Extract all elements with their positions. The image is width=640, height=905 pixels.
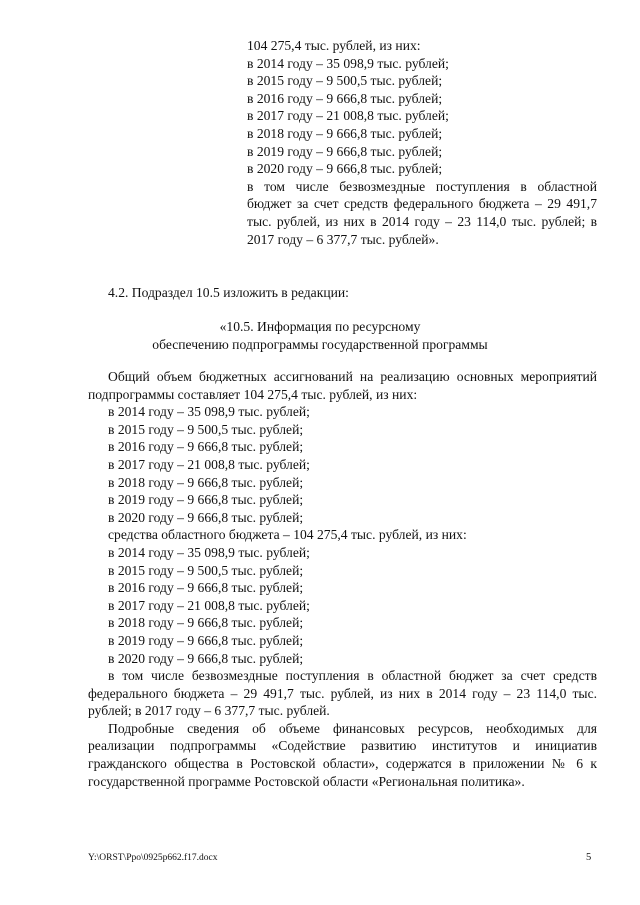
text-line: в 2020 году – 9 666,8 тыс. рублей; (247, 161, 443, 177)
year-line: в 2017 году – 21 008,8 тыс. рублей; (108, 456, 310, 472)
previous-section-continuation (247, 37, 597, 248)
text-line: в 2018 году – 9 666,8 тыс. рублей; (247, 125, 443, 141)
section-instruction: 4.2. Подраздел 10.5 изложить в редакции: (108, 285, 349, 300)
page-number: 5 (586, 852, 592, 863)
subsection-heading (100, 318, 540, 353)
year-line: в 2017 году – 21 008,8 тыс. рублей; (108, 597, 310, 613)
year-line: в 2016 году – 9 666,8 тыс. рублей; (108, 439, 304, 455)
details-paragraph: Подробные сведения об объеме финансовых ресурсов, необходимых для реализации подпрограммы «Содействие развитию институтов и инициатив гражданского общества в Ростовской области», содержатся в приложении № 6 к государственной программе Ростовской области «Региональная политика». (88, 720, 597, 789)
text-line: в 2016 году – 9 666,8 тыс. рублей; (247, 90, 443, 106)
text-line: в 2019 году – 9 666,8 тыс. рублей; (247, 143, 443, 159)
file-path-footer: Y:\ORST\Ppo\0925p662.f17.docx (88, 853, 218, 863)
intro-paragraph: Общий объем бюджетных ассигнований на реализацию основных мероприятий подпрограммы составляет 104 275,4 тыс. рублей, из них: (88, 369, 597, 402)
text-line: в 2014 году – 35 098,9 тыс. рублей; (247, 55, 449, 71)
federal-funding-paragraph: в том числе безвозмездные поступления в областной бюджет за счет средств федерального бюджета – 29 491,7 тыс. рублей, из них в 2014 году – 23 114,0 тыс. рублей; в 2017 году – 6 377,7 тыс. рублей. (88, 668, 597, 719)
federal-funding-paragraph: в том числе безвозмездные поступления в областной бюджет за счет средств федерального бюджета – 29 491,7 тыс. рублей, из них в 2014 году – 23 114,0 тыс. рублей; в 2017 году – 6 377,7 тыс. рублей». (247, 178, 597, 247)
year-line: в 2018 году – 9 666,8 тыс. рублей; (108, 474, 304, 490)
year-line: в 2020 году – 9 666,8 тыс. рублей; (108, 509, 304, 525)
year-line: в 2015 году – 9 500,5 тыс. рублей; (108, 421, 304, 437)
year-line: в 2014 году – 35 098,9 тыс. рублей; (108, 404, 310, 420)
year-line: в 2019 году – 9 666,8 тыс. рублей; (108, 492, 304, 508)
year-line: в 2018 году – 9 666,8 тыс. рублей; (108, 615, 304, 631)
regional-budget-line: средства областного бюджета – 104 275,4 тыс. рублей, из них: (108, 527, 467, 543)
year-line: в 2019 году – 9 666,8 тыс. рублей; (108, 632, 304, 648)
heading-line-2: обеспечению подпрограммы государственной программы (152, 336, 488, 352)
text-line: в 2017 году – 21 008,8 тыс. рублей; (247, 108, 449, 124)
year-line: в 2015 году – 9 500,5 тыс. рублей; (108, 562, 304, 578)
year-line: в 2016 году – 9 666,8 тыс. рублей; (108, 580, 304, 596)
year-line: в 2014 году – 35 098,9 тыс. рублей; (108, 544, 310, 560)
main-text (88, 368, 597, 790)
text-line: в 2015 году – 9 500,5 тыс. рублей; (247, 73, 443, 89)
year-line: в 2020 году – 9 666,8 тыс. рублей; (108, 650, 304, 666)
heading-line-1: «10.5. Информация по ресурсному (219, 319, 421, 334)
text-line: 104 275,4 тыс. рублей, из них: (247, 38, 421, 53)
